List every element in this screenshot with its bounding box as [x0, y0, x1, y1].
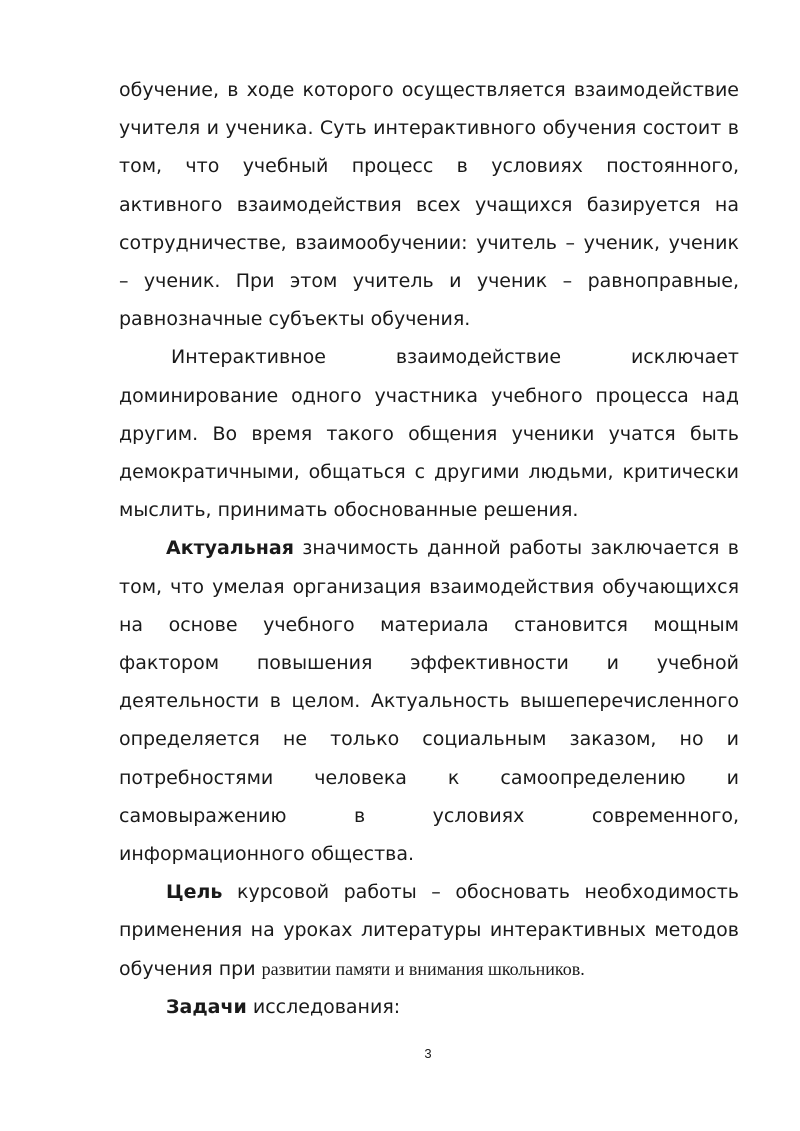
- tasks-text: исследования:: [246, 995, 401, 1018]
- tasks-heading: Задачи: [166, 995, 247, 1018]
- paragraph-interaction: Интерактивное взаимодействие исключает доминирование одного участника учебного процесса над другим. Во время такого общения ученики учатся быть демократичными, общаться с другими людьми, критически мыслить, принимать обоснованные решения.: [119, 346, 739, 522]
- goal-text-serif: развитии памяти и внимания школьников.: [261, 958, 585, 979]
- goal-heading: Цель: [166, 881, 223, 904]
- relevance-text: значимость данной работы заключается в том, что умелая организация взаимодействия обучающихся на основе учебного материала становится мощным фактором повышения эффективности и учебной деятельности в целом. Актуальность вышеперечисленного определяется не только социальным заказом, но и потребностями человека к самоопределению и самовыражению в условиях современного, информационного общества.: [119, 537, 739, 866]
- paragraph-relevance: [119, 529, 739, 873]
- document-body: [119, 71, 739, 1026]
- paragraph-goal: [119, 873, 739, 988]
- relevance-heading: Актуальная: [166, 537, 294, 560]
- page-number: 3: [424, 1046, 432, 1061]
- goal-text: курсовой работы – обосновать необходимость применения на уроках литературы интерактивных методов обучения при: [119, 881, 739, 980]
- paragraph-tasks: [119, 988, 739, 1026]
- paragraph-interactive-learning: обучение, в ходе которого осуществляется взаимодействие учителя и ученика. Суть интерактивного обучения состоит в том, что учебный процесс в условиях постоянного, активного взаимодействия всех учащихся базируется на сотрудничестве, взаимообучении: учитель – ученик, ученик – ученик. При этом учитель и ученик – равноправные, равнозначные субъекты обучения.: [119, 79, 739, 331]
